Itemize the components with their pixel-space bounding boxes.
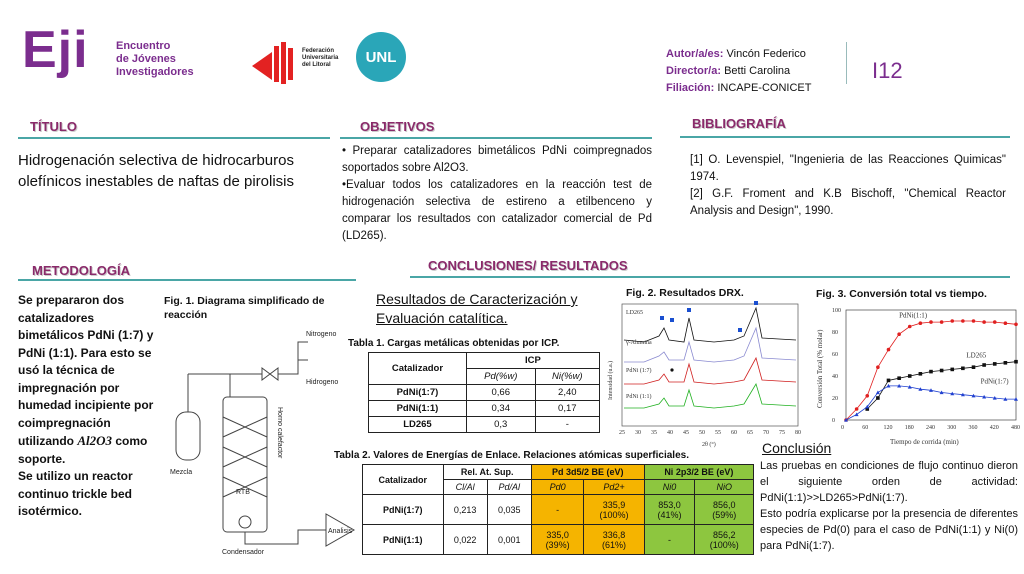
- affiliation-value: INCAPE-CONICET: [717, 82, 812, 94]
- conv-point: [919, 321, 923, 325]
- fig2-caption: Fig. 2. Resultados DRX.: [626, 287, 744, 299]
- col-catalizador: Catalizador: [363, 465, 444, 495]
- drx-xtick: 35: [651, 430, 657, 436]
- sub-col: Pd2+: [584, 480, 644, 495]
- table-row: [369, 385, 600, 401]
- reactor-diagram: [158, 322, 358, 554]
- label-rtb: RTB: [236, 489, 250, 496]
- conv-point: [876, 365, 880, 369]
- titulo-heading: TÍTULO: [30, 119, 77, 134]
- ful-line: del Litoral: [302, 62, 331, 68]
- col-catalizador: Catalizador: [369, 353, 467, 385]
- icp-table: [368, 352, 600, 433]
- conv-xtick: 120: [883, 425, 893, 431]
- label-hidrogeno: Hidrogeno: [306, 379, 339, 386]
- conv-ytick: 20: [832, 396, 838, 402]
- conv-series-label: PdNi(1:1): [899, 311, 928, 320]
- conv-point: [972, 319, 976, 323]
- conv-xtick: 60: [862, 425, 869, 431]
- conv-ylabel: Conversión Total (% molar): [816, 329, 824, 408]
- titulo-rule: [18, 137, 330, 139]
- drx-marker: [687, 308, 691, 312]
- conv-xtick: 480: [1011, 425, 1020, 431]
- drx-xtick: 40: [667, 430, 673, 436]
- conv-point: [919, 372, 923, 376]
- conv-xtick: 300: [947, 425, 957, 431]
- conv-xtick: 240: [926, 425, 935, 431]
- cell: 0,3: [466, 417, 535, 433]
- sub-col: Pd/Al: [487, 480, 531, 495]
- conv-ytick: 60: [832, 352, 838, 358]
- table-row: [369, 401, 600, 417]
- conv-point: [929, 370, 933, 374]
- biblio-rule: [680, 136, 1010, 138]
- conv-ytick: 100: [832, 308, 841, 314]
- cell: PdNi(1:7): [369, 385, 467, 401]
- drx-xlabel: 2θ (°): [702, 442, 716, 448]
- metodologia-heading: METODOLOGÍA: [32, 263, 130, 278]
- conv-point: [908, 374, 912, 378]
- director-value: Betti Carolina: [724, 65, 791, 77]
- cell: 853,0 (41%): [644, 495, 695, 525]
- eji-logo: Eji: [22, 21, 89, 79]
- sub-col: NiO: [695, 480, 754, 495]
- biblio-heading: BIBLIOGRAFÍA: [692, 116, 786, 131]
- conv-series-label: PdNi(1:7): [980, 377, 1009, 386]
- cell: LD265: [369, 417, 467, 433]
- cell: 2,40: [535, 385, 599, 401]
- cell: 0,34: [466, 401, 535, 417]
- col-pd: Pd(%w): [466, 369, 535, 385]
- event-name: [116, 40, 194, 79]
- conv-point: [865, 394, 869, 398]
- drx-xtick: 50: [699, 430, 705, 436]
- metodologia-rule: [18, 279, 356, 281]
- label-mezcla: Mezcla: [170, 469, 193, 476]
- objective-item: • Preparar catalizadores bimetálicos PdNi coimpregnados soportados sobre Al2O3.: [342, 145, 652, 174]
- fig1-caption: Fig. 1. Diagrama simplificado de reacción: [164, 295, 325, 321]
- conv-point: [897, 332, 901, 336]
- col-ni: Ni(%w): [535, 369, 599, 385]
- conv-point: [961, 367, 965, 371]
- conv-point: [950, 319, 954, 323]
- conversion-chart: [810, 302, 1022, 452]
- col-ni-be: Ni 2p3/2 BE (eV): [644, 465, 753, 480]
- conv-point: [1014, 360, 1018, 364]
- drx-marker: [670, 368, 673, 371]
- col-rel: Rel. At. Sup.: [443, 465, 531, 480]
- affiliation-label: Filiación:: [666, 82, 715, 94]
- table2-caption: Tabla 2. Valores de Energías de Enlace. Relaciones atómicas superficiales.: [334, 450, 689, 461]
- conclusion-title-text: Conclusión: [762, 440, 832, 456]
- cell: 0,66: [466, 385, 535, 401]
- ful-line: Federación: [302, 48, 335, 54]
- author-value: Vincón Federico: [726, 48, 806, 60]
- formula-al2o3: Al2O3: [77, 433, 113, 448]
- label-condensador: Condensador: [222, 549, 265, 554]
- conv-xtick: 420: [989, 425, 999, 431]
- cell: 335,0 (39%): [531, 525, 583, 555]
- conclusiones-rule: [410, 276, 1010, 278]
- table-row: [363, 495, 754, 525]
- drx-label: LD265: [626, 310, 643, 316]
- conv-point: [887, 348, 891, 352]
- conv-point: [1014, 323, 1018, 327]
- drx-xtick: 75: [779, 430, 785, 436]
- bibliography-list: [690, 152, 1006, 220]
- conv-xlabel: Tiempo de corrida (min): [890, 438, 959, 446]
- results-subheading: [376, 290, 606, 328]
- cell: 0,213: [443, 495, 487, 525]
- drx-ylabel: Intensidad (u.a.): [608, 360, 614, 400]
- unl-logo: UNL: [356, 32, 406, 82]
- cell: 336,8 (61%): [584, 525, 644, 555]
- drx-xtick: 45: [683, 430, 689, 436]
- cell: 0,035: [487, 495, 531, 525]
- poster-code: I12: [872, 58, 903, 83]
- col-pd-be: Pd 3d5/2 BE (eV): [531, 465, 644, 480]
- conv-point: [982, 363, 986, 367]
- conclusion-p1: Las pruebas en condiciones de flujo continuo dieron el siguiente orden de actividad: PdNi(1:1)>>LD265>PdNi(1:7).: [760, 460, 1018, 504]
- conv-point: [1004, 361, 1008, 365]
- methodology-p1-end: como soporte.: [18, 434, 148, 466]
- ful-line: Universitaria: [302, 55, 339, 61]
- director-line: [666, 65, 790, 77]
- conv-xtick: 0: [841, 425, 844, 431]
- conv-point: [908, 325, 912, 329]
- cell: -: [535, 417, 599, 433]
- cell: 0,17: [535, 401, 599, 417]
- conv-point: [940, 369, 944, 373]
- drx-label: γ-Alumina: [626, 340, 652, 346]
- table-row: [369, 417, 600, 433]
- drx-xtick: 25: [619, 430, 625, 436]
- conv-plot-area: [846, 310, 1016, 420]
- cell: -: [644, 525, 695, 555]
- drx-xtick: 30: [635, 430, 641, 436]
- cell: -: [531, 495, 583, 525]
- conclusiones-heading: CONCLUSIONES/ RESULTADOS: [428, 258, 628, 273]
- label-analisis: Analisis: [328, 528, 353, 535]
- drx-label: PdNi (1:7): [626, 368, 652, 374]
- cell: PdNi(1:7): [363, 495, 444, 525]
- director-label: Director/a:: [666, 65, 722, 77]
- conv-point: [940, 320, 944, 324]
- conv-point: [897, 376, 901, 380]
- col-icp: ICP: [466, 353, 599, 369]
- drx-xtick: 55: [715, 430, 721, 436]
- header-divider: [846, 42, 847, 84]
- conv-xtick: 180: [904, 425, 914, 431]
- conv-series-label: LD265: [966, 351, 987, 360]
- conv-xtick: 360: [968, 425, 978, 431]
- title-text: Hidrogenación selectiva de hidrocarburos olefínicos inestables de naftas de pirolisis: [18, 152, 294, 190]
- conclusion-p2: Esto podría explicarse por la presencia de diferentes especies de Pd(0) para el caso de PdNi(1:1) y Ni(0) para PdNi(1:7).: [760, 508, 1018, 552]
- objetivos-heading: OBJETIVOS: [360, 119, 435, 134]
- cell: PdNi(1:1): [369, 401, 467, 417]
- conv-ytick: 0: [832, 418, 835, 424]
- author-line: [666, 48, 806, 60]
- reference-item: [2] G.F. Froment and K.B Bischoff, "Chemical Reactor Analysis and Design", 1990.: [690, 188, 1006, 217]
- label-nitrogeno: Nitrogeno: [306, 331, 337, 338]
- conv-point: [961, 319, 965, 323]
- drx-label: PdNi (1:1): [626, 394, 652, 400]
- drx-marker: [738, 328, 742, 332]
- conv-point: [929, 320, 933, 324]
- conv-point: [982, 320, 986, 324]
- methodology-p2: Se utilizo un reactor continuo trickle bed isotérmico.: [18, 469, 133, 518]
- drx-marker: [670, 318, 674, 322]
- conv-point: [876, 396, 880, 400]
- table1-caption: Tabla 1. Cargas metálicas obtenidas por ICP.: [348, 338, 560, 349]
- cell: 0,001: [487, 525, 531, 555]
- conclusion-text: [760, 458, 1018, 554]
- conv-point: [993, 362, 997, 366]
- ful-name: [302, 48, 338, 69]
- objetivos-rule: [340, 137, 652, 139]
- conv-point: [950, 368, 954, 372]
- drx-xtick: 70: [763, 430, 769, 436]
- cell: 856,0 (59%): [695, 495, 754, 525]
- conclusion-title: [762, 440, 831, 456]
- affiliation-line: [666, 82, 811, 94]
- cell: 0,022: [443, 525, 487, 555]
- drx-xtick: 80: [795, 430, 801, 436]
- table-row: [363, 525, 754, 555]
- sub-col: Cl/Al: [443, 480, 487, 495]
- drx-marker: [660, 316, 664, 320]
- drx-chart: [604, 300, 804, 448]
- conv-ytick: 40: [832, 374, 838, 380]
- event-line: Encuentro: [116, 40, 171, 52]
- conv-point: [993, 320, 997, 324]
- xps-table: [362, 464, 754, 555]
- objective-item: •Evaluar todos los catalizadores en la reacción test de hidrogenación selectiva de estireno a etilbenceno y comparar los resultados con catalizador comercial de Pd (LD265).: [342, 179, 652, 242]
- methodology-p1: Se prepararon dos catalizadores bimetálicos PdNi (1:7) y PdNi (1:1). Para esto se usó la técnica de impregnación por humedad incipiente por coimpregnación utilizando: [18, 293, 154, 448]
- drx-xtick: 60: [731, 430, 737, 436]
- conv-point: [887, 379, 891, 383]
- drx-xtick: 65: [747, 430, 753, 436]
- methodology-text: [18, 292, 158, 521]
- cell: 335,9 (100%): [584, 495, 644, 525]
- fig3-caption: Fig. 3. Conversión total vs tiempo.: [816, 288, 987, 300]
- cell: 856,2 (100%): [695, 525, 754, 555]
- conv-point: [855, 407, 859, 411]
- label-horno: Horno calefactor: [276, 407, 283, 459]
- drx-xticks: [619, 430, 801, 436]
- drx-marker: [754, 301, 758, 305]
- sub-col: Pd0: [531, 480, 583, 495]
- subheading-text: Resultados de Caracterización y Evaluación catalítica.: [376, 291, 578, 326]
- objectives-list: [342, 143, 652, 245]
- cell: PdNi(1:1): [363, 525, 444, 555]
- event-line: Investigadores: [116, 66, 194, 78]
- conv-point: [972, 365, 976, 369]
- ful-logo: [252, 38, 298, 88]
- sub-col: Ni0: [644, 480, 695, 495]
- author-label: Autor/a/es:: [666, 48, 724, 60]
- conv-ytick: 80: [832, 330, 838, 336]
- event-line: de Jóvenes: [116, 53, 176, 65]
- reference-item: [1] O. Levenspiel, "Ingenieria de las Reacciones Quimicas" 1974.: [690, 154, 1006, 183]
- conv-point: [1004, 321, 1008, 325]
